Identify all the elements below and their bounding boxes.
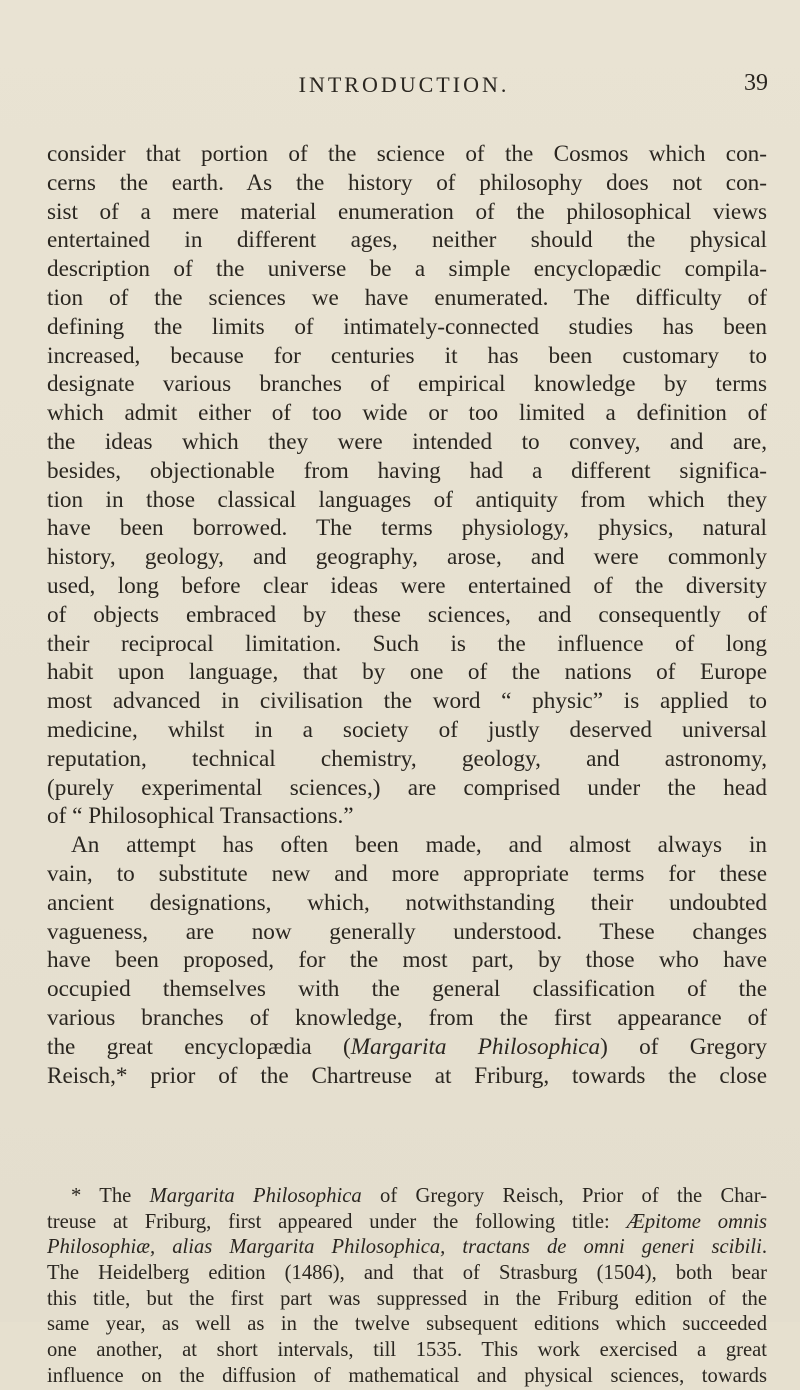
text-line: habit upon language, that by one of the nations of Europe [47, 659, 767, 686]
running-head: INTRODUCTION. [298, 72, 510, 97]
text-line: description of the universe be a simple encyclopædic compila- [47, 256, 767, 283]
text-line: consider that portion of the science of the Cosmos which con- [47, 141, 767, 167]
page-number: 39 [744, 70, 768, 96]
text-line: most advanced in civilisation the word “ physic” is applied to [47, 688, 767, 715]
text-line: medicine, whilst in a society of justly deserved universal [47, 716, 767, 743]
footnote-line: same year, as well as in the twelve subsequent editions which succeeded [47, 1313, 767, 1336]
footnote-line: this title, but the first part was suppressed in the Friburg edition of the [47, 1287, 767, 1310]
footnote-line: one another, at short intervals, till 1535. This work exercised a great [47, 1339, 767, 1362]
text-line: of objects embraced by these sciences, and consequently of [47, 601, 767, 628]
footnote-line: * The Margarita Philosophica of Gregory Reisch, Prior of the Char- [71, 1185, 767, 1207]
text-line: sist of a mere material enumeration of the philosophical views [47, 198, 767, 225]
text-line: cerns the earth. As the history of philosophy does not con- [47, 169, 767, 196]
text-line: vain, to substitute new and more appropriate terms for these [47, 860, 767, 887]
footnote-line: treuse at Friburg, first appeared under the following title: Æpitome omnis [47, 1210, 767, 1233]
text-line: vagueness, are now generally understood. These changes [47, 918, 767, 945]
text-line: used, long before clear ideas were entertained of the diversity [47, 572, 767, 599]
text-line: have been proposed, for the most part, by those who have [47, 947, 767, 974]
footnote [47, 1184, 767, 1390]
body-text [47, 140, 767, 1090]
text-line: increased, because for centuries it has been customary to [47, 342, 767, 369]
text-line: occupied themselves with the general classification of the [47, 976, 767, 1003]
text-line: have been borrowed. The terms physiology, physics, natural [47, 515, 767, 542]
footnote-line: influence on the diffusion of mathematical and physical sciences, towards [47, 1364, 767, 1387]
text-line: tion in those classical languages of antiquity from which they [47, 486, 767, 513]
text-line: Reisch,* prior of the Chartreuse at Friburg, towards the close [47, 1062, 767, 1089]
text-line: various branches of knowledge, from the first appearance of [47, 1004, 767, 1031]
page-header [40, 72, 768, 112]
footnote-line: Philosophiæ, alias Margarita Philosophica, tractans de omni generi scibili. [47, 1236, 767, 1259]
text-line: entertained in different ages, neither should the physical [47, 227, 767, 254]
footnote-line: The Heidelberg edition (1486), and that of Strasburg (1504), both bear [47, 1262, 767, 1285]
text-line: tion of the sciences we have enumerated. The difficulty of [47, 284, 767, 311]
text-line: designate various branches of empirical knowledge by terms [47, 371, 767, 398]
text-line: their reciprocal limitation. Such is the influence of long [47, 630, 767, 657]
text-line: the ideas which they were intended to convey, and are, [47, 428, 767, 455]
text-line: defining the limits of intimately-connected studies has been [47, 313, 767, 340]
text-line: (purely experimental sciences,) are comprised under the head [47, 774, 767, 801]
text-line: An attempt has often been made, and almost always in [71, 832, 767, 859]
text-line: besides, objectionable from having had a different significa- [47, 457, 767, 484]
text-line: the great encyclopædia (Margarita Philosophica) of Gregory [47, 1033, 767, 1060]
text-line: of “ Philosophical Transactions.” [47, 803, 354, 830]
text-line: ancient designations, which, notwithstanding their undoubted [47, 889, 767, 916]
text-line: which admit either of too wide or too limited a definition of [47, 400, 767, 427]
text-line: reputation, technical chemistry, geology, and astronomy, [47, 745, 767, 772]
text-line: history, geology, and geography, arose, and were commonly [47, 544, 767, 571]
